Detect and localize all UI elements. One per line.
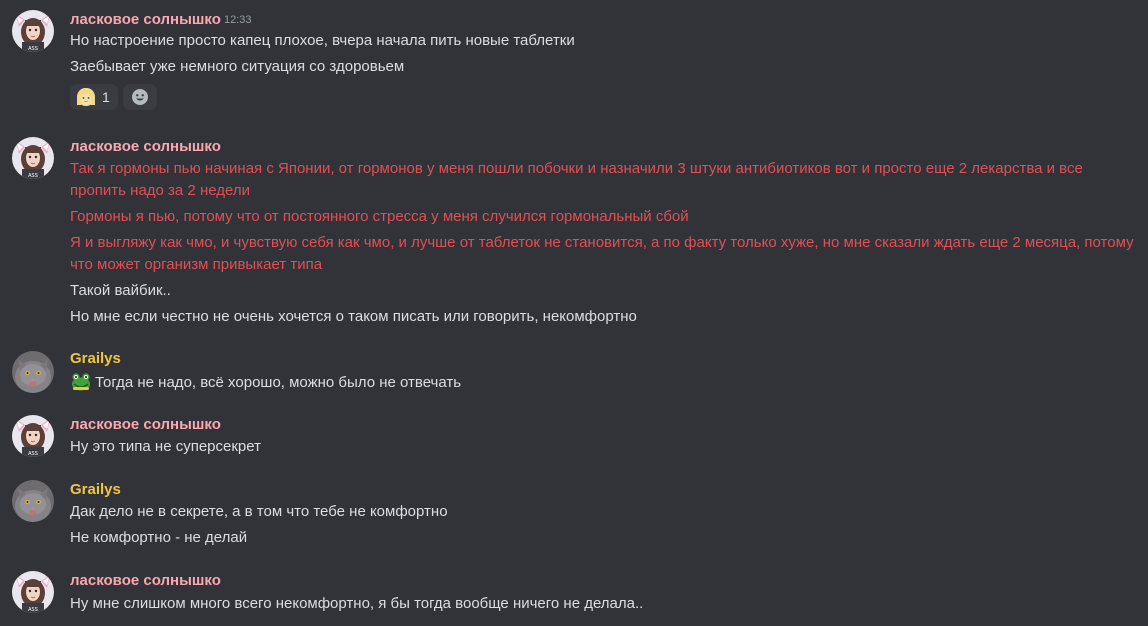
username[interactable]: ласковое солнышко	[70, 572, 221, 589]
message-group	[0, 10, 1148, 114]
message-text: Так я гормоны пью начиная с Японии, от гормонов у меня пошли побочки и назначили 3 штуки антибиотиков вот и просто еще 2 лекарства и все	[70, 160, 1083, 177]
message-row	[70, 370, 461, 394]
cat-girl-avatar-icon[interactable]	[12, 137, 54, 179]
message-text: пропить надо за 2 недели	[70, 182, 250, 199]
reaction-button[interactable]	[70, 84, 118, 110]
grey-cat-avatar-icon[interactable]	[12, 480, 54, 522]
message-text: Ну это типа не суперсекрет	[70, 438, 261, 455]
add-reaction-icon	[131, 88, 149, 106]
grey-cat-avatar-icon[interactable]	[12, 351, 54, 393]
reaction-bar	[70, 84, 157, 110]
message-group	[0, 349, 1148, 395]
message-text: Ну мне слишком много всего некомфортно, я бы тогда вообще ничего не делала..	[70, 595, 644, 612]
message-group	[0, 415, 1148, 461]
message-text: Тогда не надо, всё хорошо, можно было не отвечать	[95, 374, 462, 391]
message-timestamp[interactable]: 12:33	[224, 14, 252, 26]
cat-girl-avatar-icon[interactable]	[12, 571, 54, 613]
message-text: Заебывает уже немного ситуация со здоровьем	[70, 58, 405, 75]
message-group	[0, 571, 1148, 617]
message-group	[0, 480, 1148, 552]
add-reaction-button[interactable]	[123, 84, 157, 110]
username[interactable]: ласковое солнышко	[70, 416, 221, 433]
reaction-count: 1	[102, 89, 110, 105]
username[interactable]: ласковое солнышко	[70, 11, 221, 28]
username[interactable]: Grailys	[70, 481, 121, 498]
blonde-girl-emoji-icon	[76, 87, 96, 107]
message-text: Но настроение просто капец плохое, вчера начала пить новые таблетки	[70, 32, 575, 49]
username[interactable]: Grailys	[70, 350, 121, 367]
username[interactable]: ласковое солнышко	[70, 138, 221, 155]
message-text: Я и выгляжу как чмо, и чувствую себя как чмо, и лучше от таблеток не становится, а по факту только хуже, но мне сказали ждать еще 2 месяца, потому	[70, 234, 1134, 251]
message-text: Но мне если честно не очень хочется о таком писать или говорить, некомфортно	[70, 308, 637, 325]
frog-emoji-icon	[70, 370, 92, 392]
message-text: Такой вайбик..	[70, 282, 171, 299]
cat-girl-avatar-icon[interactable]	[12, 10, 54, 52]
cat-girl-avatar-icon[interactable]	[12, 415, 54, 457]
message-text: что может организм привыкает типа	[70, 256, 323, 273]
message-text: Не комфортно - не делай	[70, 529, 248, 546]
message-text: Гормоны я пью, потому что от постоянного стресса у меня случился гормональный сбой	[70, 208, 689, 225]
message-text: Дак дело не в секрете, а в том что тебе не комфортно	[70, 503, 448, 520]
message-group	[0, 137, 1148, 333]
